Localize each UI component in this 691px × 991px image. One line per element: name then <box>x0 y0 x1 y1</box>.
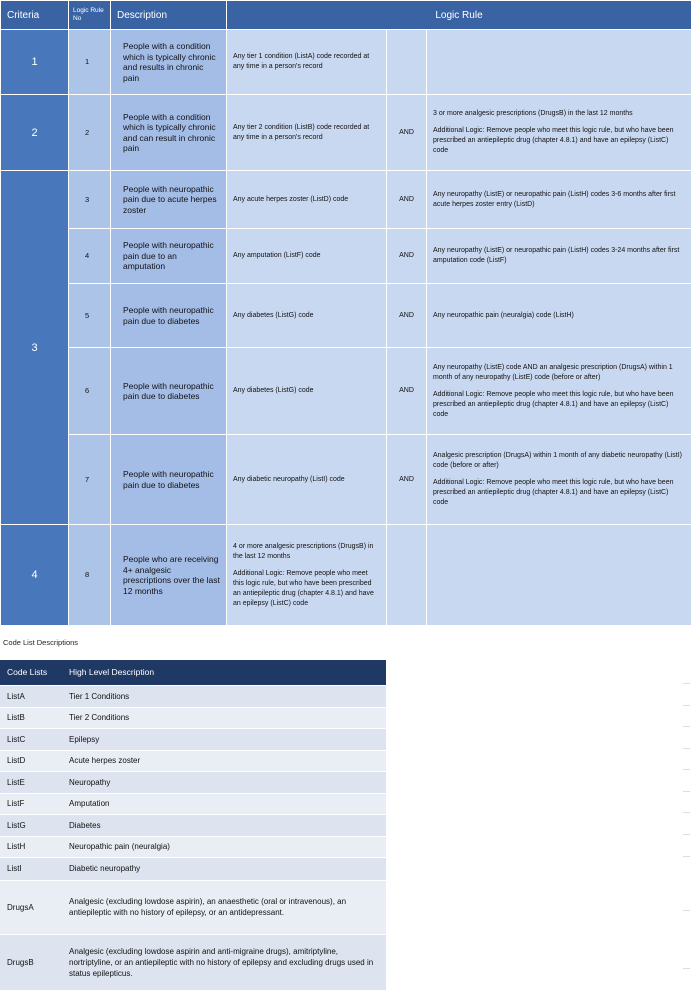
rule-row <box>1 435 691 525</box>
rule-cell <box>427 171 691 229</box>
edge-mark <box>683 812 690 813</box>
code-row <box>0 750 386 771</box>
rule-row <box>1 348 691 435</box>
description-cell: People with neuropathic pain due to acute herpes zoster <box>111 171 227 229</box>
rule-cell <box>427 348 691 435</box>
additional-logic-text: Additional Logic: Remove people who meet this logic rule, but who have been prescribed an antiepileptic drug (chapter 4.8.1) and have an epilepsy (ListC) code <box>433 479 674 506</box>
additional-logic-text: Additional Logic: Remove people who meet this logic rule, but who have been prescribed an antiepileptic drug (chapter 4.8.1) and have an epilepsy (ListC) code <box>433 127 674 154</box>
edge-mark <box>683 910 690 911</box>
condition-text: Any tier 1 condition (ListA) code recorded at any time in a person's record <box>233 53 370 70</box>
edge-mark <box>683 726 690 727</box>
edge-mark <box>683 705 690 706</box>
code-description: Neuropathy <box>62 771 386 793</box>
description-cell: People with a condition which is typically chronic and can result in chronic pain <box>111 95 227 171</box>
description-cell: People who are receiving 4+ analgesic prescriptions over the last 12 months <box>111 525 227 626</box>
logic-no-cell: 4 <box>69 229 111 284</box>
operator-cell <box>387 525 427 626</box>
code-row <box>0 836 386 857</box>
code-name: ListH <box>0 836 62 857</box>
edge-mark <box>683 834 690 835</box>
rule-cell <box>427 30 691 95</box>
condition-text: Any diabetes (ListG) code <box>233 311 314 319</box>
code-row <box>0 857 386 880</box>
logic-no-cell: 3 <box>69 171 111 229</box>
code-lists-header: Code Lists <box>0 660 62 685</box>
criteria-cell: 3 <box>1 171 69 525</box>
condition-text: 4 or more analgesic prescriptions (DrugsB) in the last 12 months <box>233 542 374 560</box>
operator-cell <box>387 30 427 95</box>
description-cell: People with neuropathic pain due to diabetes <box>111 348 227 435</box>
code-description: Tier 1 Conditions <box>62 685 386 707</box>
rule-text: Any neuropathy (ListE) code AND an analgesic prescription (DrugsA) within 1 month of any neuropathy (ListE) code (before or after) <box>433 363 673 381</box>
operator-cell: AND <box>387 171 427 229</box>
rule-row <box>1 229 691 284</box>
criteria-cell: 1 <box>1 30 69 95</box>
rule-row <box>1 525 691 626</box>
condition-cell <box>227 229 387 284</box>
code-name: ListI <box>0 857 62 880</box>
code-name: DrugsA <box>0 880 62 934</box>
code-description: Tier 2 Conditions <box>62 707 386 728</box>
code-description: Analgesic (excluding lowdose aspirin), an anaesthetic (oral or intravenous), an antiepileptic with no history of epilepsy, or an antidepressant. <box>62 880 386 934</box>
description-cell: People with neuropathic pain due to diabetes <box>111 435 227 525</box>
code-name: ListA <box>0 685 62 707</box>
code-row <box>0 814 386 836</box>
criteria-cell: 2 <box>1 95 69 171</box>
edge-mark <box>683 791 690 792</box>
logic-no-cell: 5 <box>69 284 111 348</box>
code-list-table <box>0 660 386 991</box>
code-description: Diabetic neuropathy <box>62 857 386 880</box>
condition-text: Any acute herpes zoster (ListD) code <box>233 195 349 203</box>
operator-cell: AND <box>387 348 427 435</box>
additional-logic-text: Additional Logic: Remove people who meet this logic rule, but who have been prescribed an antiepileptic drug (chapter 4.8.1) and have an epilepsy (ListC) code <box>433 390 674 418</box>
code-name: DrugsB <box>0 934 62 990</box>
code-description: Epilepsy <box>62 728 386 750</box>
rule-row <box>1 284 691 348</box>
logic-no-cell: 1 <box>69 30 111 95</box>
description-header: Description <box>111 1 227 30</box>
code-row <box>0 707 386 728</box>
code-row <box>0 685 386 707</box>
condition-text: Any diabetes (ListG) code <box>233 387 314 394</box>
rule-row <box>1 30 691 95</box>
code-description: Diabetes <box>62 814 386 836</box>
high-level-description-header: High Level Description <box>62 660 386 685</box>
logic-no-cell: 8 <box>69 525 111 626</box>
code-row <box>0 728 386 750</box>
condition-cell <box>227 30 387 95</box>
code-header-row <box>0 660 386 685</box>
code-description: Neuropathic pain (neuralgia) <box>62 836 386 857</box>
additional-logic-text: Additional Logic: Remove people who meet this logic rule, but who have been prescribed an antiepileptic drug (chapter 4.8.1) and have an epilepsy (ListC) code <box>233 569 374 607</box>
condition-text: Any amputation (ListF) code <box>233 252 321 259</box>
operator-cell: AND <box>387 435 427 525</box>
edge-mark <box>683 683 690 684</box>
code-description: Analgesic (excluding lowdose aspirin and anti-migraine drugs), amitriptyline, nortriptyline, or an antiepileptic with no history of epilepsy and excluding drugs used in status epilepticus. <box>62 934 386 990</box>
rule-row <box>1 95 691 171</box>
logic-no-header: Logic Rule No <box>69 1 111 30</box>
rule-text: Any neuropathy (ListE) or neuropathic pain (ListH) codes 3-6 months after first acute herpes zoster entry (ListD) <box>433 190 676 208</box>
code-description: Amputation <box>62 793 386 814</box>
code-description: Acute herpes zoster <box>62 750 386 771</box>
logic-no-cell: 7 <box>69 435 111 525</box>
code-row <box>0 880 386 934</box>
rule-cell <box>427 229 691 284</box>
rule-row <box>1 171 691 229</box>
condition-cell <box>227 171 387 229</box>
rule-text: Any neuropathy (ListE) or neuropathic pain (ListH) codes 3-24 months after first amputation code (ListF) <box>433 247 680 264</box>
logic-no-cell: 2 <box>69 95 111 171</box>
code-name: ListF <box>0 793 62 814</box>
description-cell: People with a condition which is typically chronic and results in chronic pain <box>111 30 227 95</box>
code-name: ListG <box>0 814 62 836</box>
criteria-header: Criteria <box>1 1 69 30</box>
edge-mark <box>683 769 690 770</box>
code-row <box>0 793 386 814</box>
condition-cell <box>227 348 387 435</box>
operator-cell: AND <box>387 229 427 284</box>
description-cell: People with neuropathic pain due to an amputation <box>111 229 227 284</box>
operator-cell: AND <box>387 95 427 171</box>
edge-mark <box>683 748 690 749</box>
code-name: ListD <box>0 750 62 771</box>
logic-rule-header: Logic Rule <box>227 1 691 30</box>
rule-text: Any neuropathic pain (neuralgia) code (ListH) <box>433 311 574 319</box>
logic-no-cell: 6 <box>69 348 111 435</box>
criteria-cell: 4 <box>1 525 69 626</box>
edge-mark <box>683 968 690 969</box>
code-name: ListB <box>0 707 62 728</box>
code-name: ListE <box>0 771 62 793</box>
condition-cell <box>227 95 387 171</box>
description-cell: People with neuropathic pain due to diabetes <box>111 284 227 348</box>
code-row <box>0 934 386 990</box>
operator-cell: AND <box>387 284 427 348</box>
rule-text: Analgesic prescription (DrugsA) within 1 month of any diabetic neuropathy (ListI) code (before or after) <box>433 452 683 469</box>
rule-text: 3 or more analgesic prescriptions (DrugsB) in the last 12 months <box>433 110 633 117</box>
code-row <box>0 771 386 793</box>
code-name: ListC <box>0 728 62 750</box>
condition-text: Any tier 2 condition (ListB) code recorded at any time in a person's record <box>233 123 370 141</box>
condition-cell <box>227 525 387 626</box>
edge-mark <box>683 856 690 857</box>
code-list-title: Code List Descriptions <box>3 638 79 647</box>
rule-cell <box>427 525 691 626</box>
rule-cell <box>427 95 691 171</box>
condition-text: Any diabetic neuropathy (ListI) code <box>233 475 345 483</box>
rule-cell <box>427 284 691 348</box>
condition-cell <box>227 284 387 348</box>
rule-cell <box>427 435 691 525</box>
header-row <box>1 1 691 30</box>
condition-cell <box>227 435 387 525</box>
